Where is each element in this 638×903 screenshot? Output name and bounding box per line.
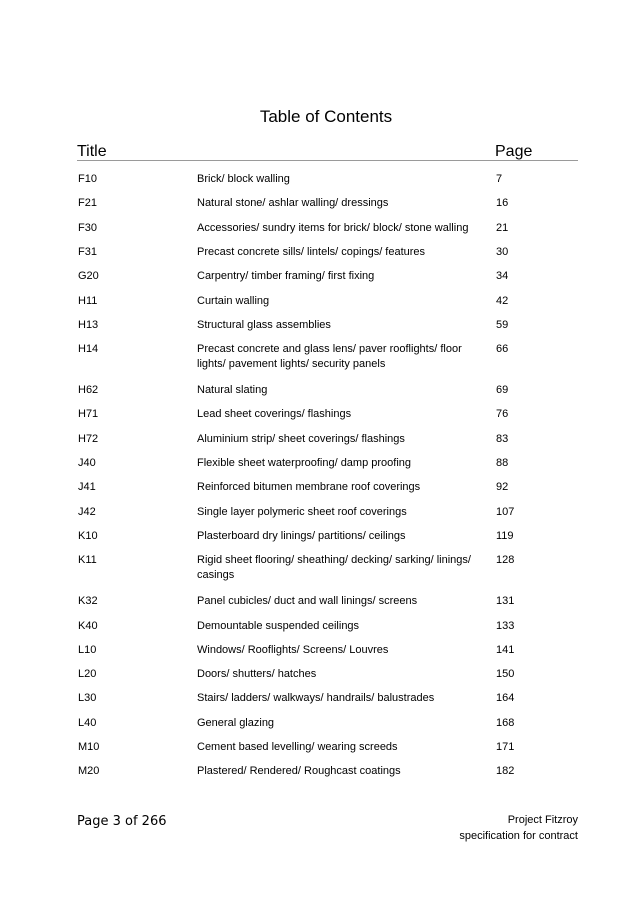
toc-entry-title: Single layer polymeric sheet roof coverings [197,505,407,518]
toc-entry-title: Rigid sheet flooring/ sheathing/ decking/ sarking/ linings/ casings [197,554,471,582]
toc-entry-code: H13 [78,318,99,331]
toc-entry-page: 171 [496,741,515,753]
toc-entry-page: 168 [496,716,515,729]
toc-entry-code: F10 [78,173,97,185]
toc-entry-page: 7 [496,173,503,185]
toc-entry-title: Accessories/ sundry items for brick/ block/ stone walling [197,221,469,234]
toc-entry-title: Natural slating [197,384,268,397]
toc-entry-page: 21 [496,221,509,234]
toc-entry-page: 92 [496,481,509,494]
toc-entry-title: Structural glass assemblies [197,318,331,331]
toc-entry-code: J41 [78,481,96,494]
toc-entry-page: 150 [496,668,515,681]
toc-entry-title: Demountable suspended ceilings [197,619,360,632]
toc-entry-code: L10 [78,643,97,656]
toc-entry-page: 107 [496,505,515,518]
toc-entry-title: Lead sheet coverings/ flashings [197,408,352,421]
toc-entry-code: F31 [78,245,97,258]
footer-page-number: Page 3 of 266 [77,814,167,829]
toc-entry-code: G20 [78,270,99,283]
toc-entry-page: 164 [496,692,515,705]
toc-entry-page: 69 [496,384,509,397]
footer-project-name: Project Fitzroy [507,814,578,826]
toc-entry-code: H71 [78,408,99,421]
toc-entry-page: 128 [496,554,515,567]
toc-entry-title: Curtain walling [197,294,270,307]
toc-entry-code: K11 [78,554,97,567]
toc-entry-title: Precast concrete sills/ lintels/ copings/ features [197,245,426,258]
toc-entry-title: Cement based levelling/ wearing screeds [197,741,398,753]
toc-entry-page: 119 [496,529,514,542]
toc-entry-page: 141 [496,643,515,656]
toc-entry-code: J42 [78,505,96,518]
toc-entry-code: L20 [78,668,97,681]
toc-entry-title: Natural stone/ ashlar walling/ dressings [197,197,389,210]
toc-entry-title: Doors/ shutters/ hatches [197,668,317,681]
toc-entry-title: Brick/ block walling [197,173,290,185]
toc-entry-page: 83 [496,432,509,445]
toc-entry-code: L40 [78,716,97,729]
toc-entry-code: H62 [78,384,99,397]
toc-entry-title: Carpentry/ timber framing/ first fixing [197,270,375,283]
toc-entry-code: K10 [78,529,98,542]
page-title: Table of Contents [259,107,393,126]
toc-entry-code: F30 [78,221,97,234]
column-header-title: Title [77,143,107,160]
toc-entry-title: Reinforced bitumen membrane roof coverings [197,481,421,494]
toc-entry-code: L30 [78,692,97,705]
toc-entry-page: 30 [496,245,509,258]
toc-entry-page: 182 [496,765,515,778]
toc-entry-page: 88 [496,457,509,469]
toc-entry-title: Flexible sheet waterproofing/ damp proofing [197,457,412,469]
toc-entry-title: Aluminium strip/ sheet coverings/ flashings [197,432,405,445]
toc-entry-title: Panel cubicles/ duct and wall linings/ screens [197,595,418,608]
toc-entry-title: Plasterboard dry linings/ partitions/ ceilings [197,529,406,542]
footer-spec-label: specification for contract [459,830,578,842]
toc-entry-title: General glazing [197,716,275,729]
toc-entry-title: Precast concrete and glass lens/ paver rooflights/ floor lights/ pavement lights/ security panels [197,343,462,371]
toc-entry-code: H14 [78,343,99,356]
toc-entry-page: 66 [496,343,509,356]
column-header-page: Page [495,143,533,160]
toc-entry-page: 76 [496,408,509,421]
toc-entry-title: Windows/ Rooflights/ Screens/ Louvres [197,643,389,656]
toc-entry-code: J40 [78,457,96,469]
toc-entry-code: M20 [78,765,100,778]
toc-entry-code: H11 [78,294,98,307]
toc-entry-page: 133 [496,619,515,632]
toc-entry-code: M10 [78,741,100,753]
toc-entry-page: 34 [496,270,509,283]
toc-entry-page: 42 [496,294,509,307]
toc-entry-code: F21 [78,197,97,210]
toc-entry-code: K32 [78,595,98,608]
toc-entry-code: K40 [78,619,98,632]
toc-entry-code: H72 [78,432,99,445]
toc-entry-page: 16 [496,197,509,210]
toc-entry-title: Plastered/ Rendered/ Roughcast coatings [197,765,401,778]
toc-entry-title: Stairs/ ladders/ walkways/ handrails/ balustrades [197,692,435,705]
header-divider [77,160,578,161]
toc-entry-page: 131 [496,595,515,608]
toc-entry-page: 59 [496,318,509,331]
